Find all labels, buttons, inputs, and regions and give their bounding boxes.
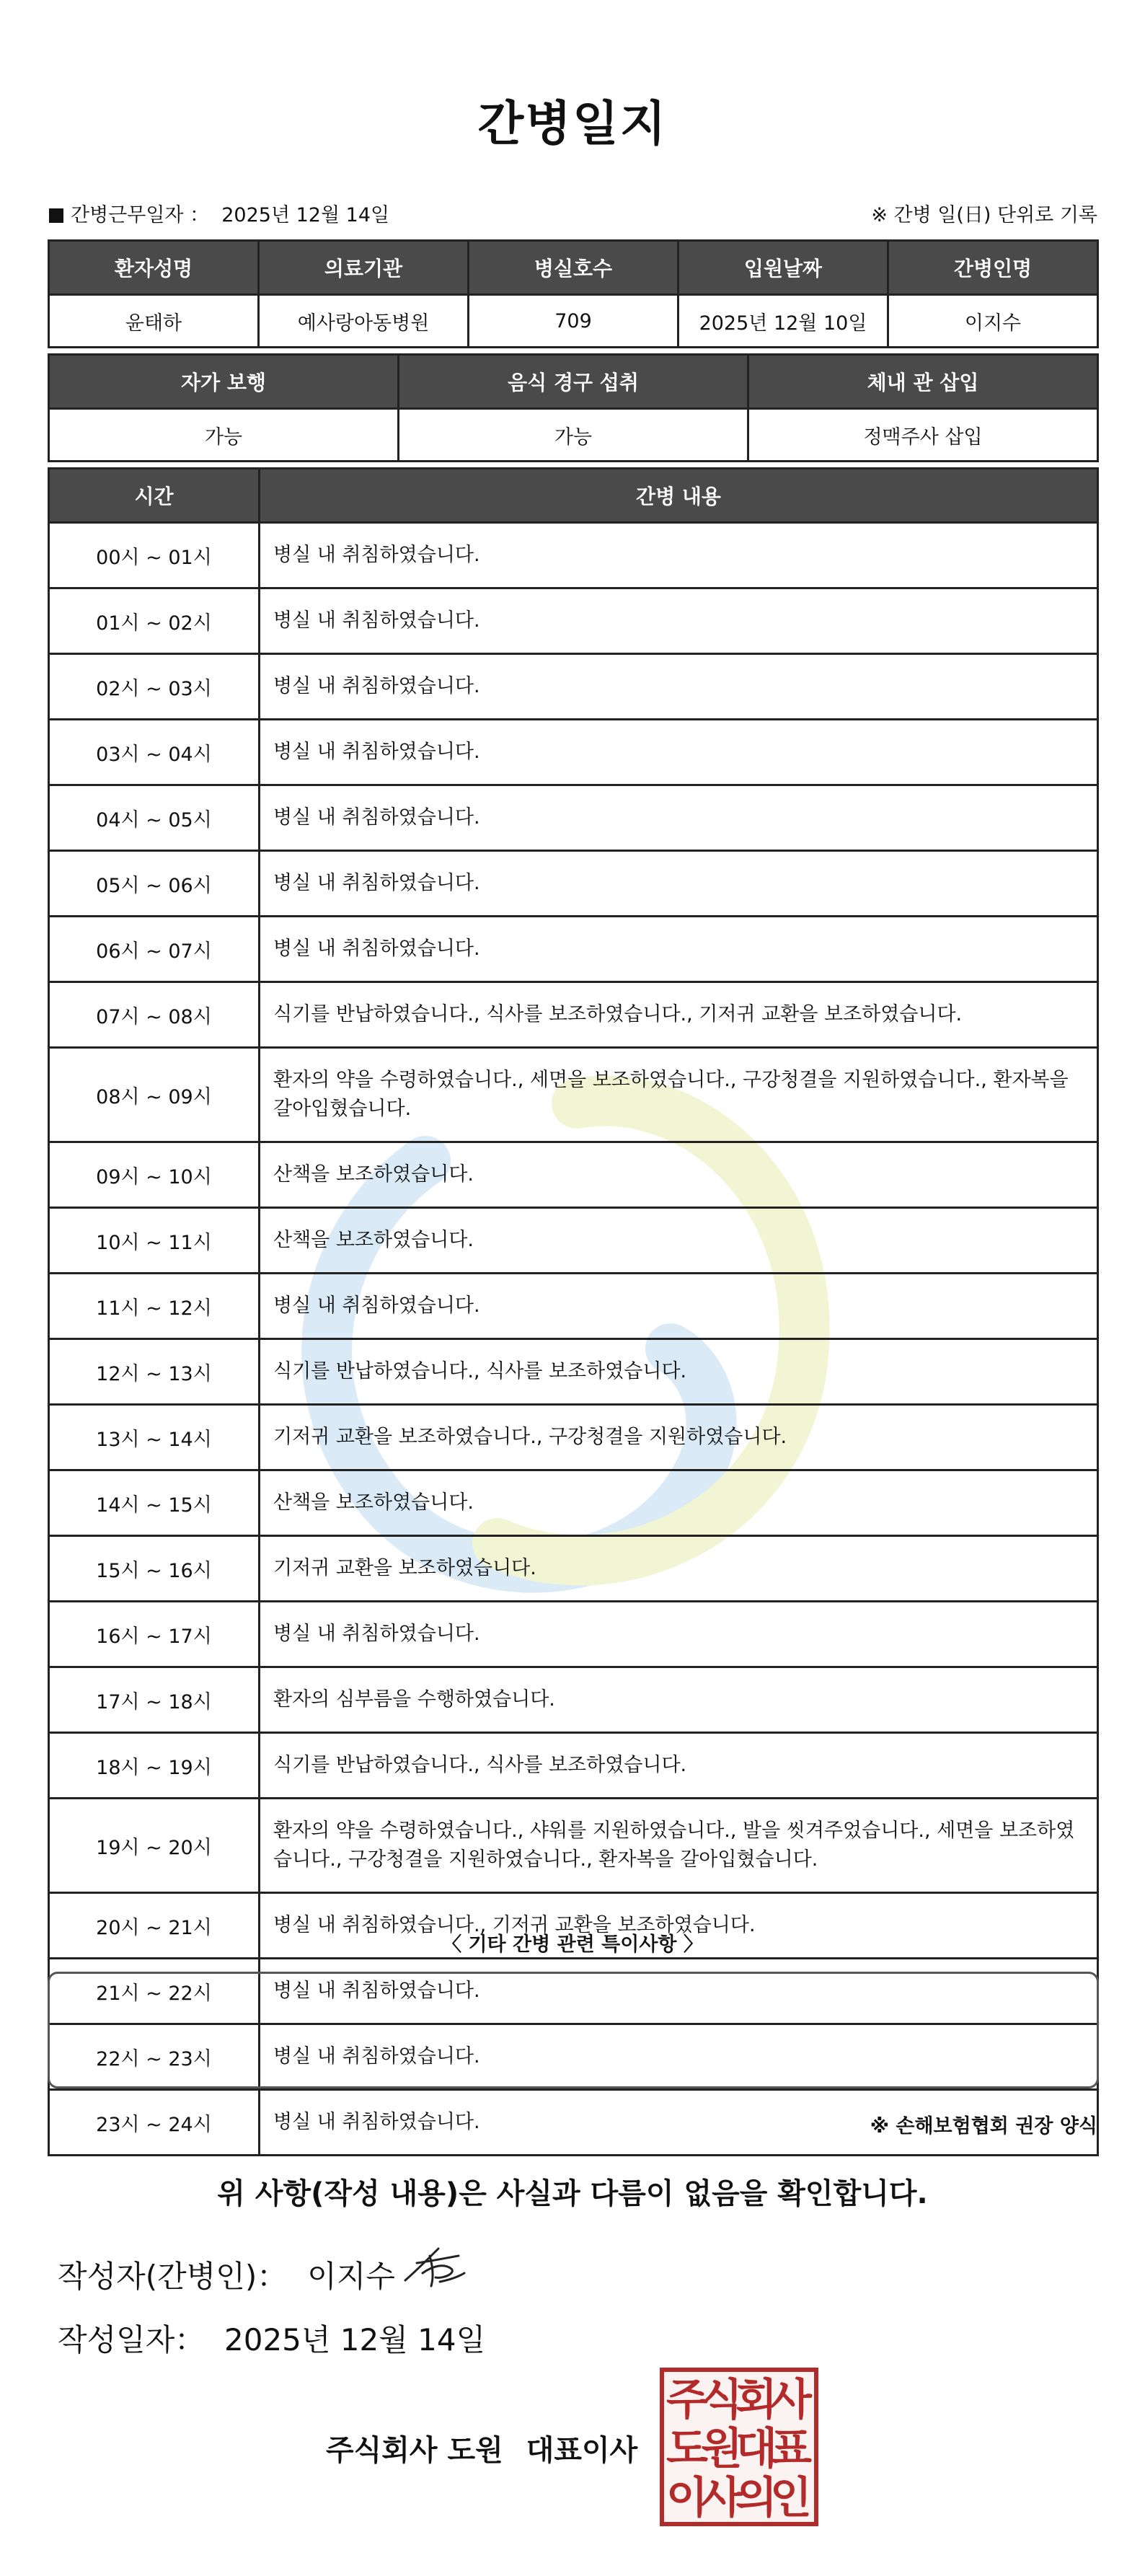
- svg-text:원: 원: [701, 2424, 743, 2474]
- care-content-cell: 병실 내 취침하였습니다.: [260, 1602, 1098, 1667]
- time-cell: 17시 ~ 18시: [49, 1667, 260, 1733]
- care-content-cell: 기저귀 교환을 보조하였습니다.: [260, 1536, 1098, 1602]
- time-cell: 20시 ~ 21시: [49, 1893, 260, 1959]
- written-date-label: 작성일자：: [58, 2322, 205, 2357]
- company-name: 주식회사 도원: [326, 2434, 503, 2467]
- writer-name: 이지수: [307, 2259, 395, 2294]
- time-cell: 18시 ~ 19시: [49, 1733, 260, 1799]
- care-content-cell: 환자의 심부름을 수행하였습니다.: [260, 1667, 1098, 1733]
- table-row: [49, 917, 1098, 982]
- care-content-cell: 기저귀 교환을 보조하였습니다., 구강청결을 지원하였습니다.: [260, 1405, 1098, 1470]
- time-cell: 01시 ~ 02시: [49, 588, 260, 654]
- time-cell: 02시 ~ 03시: [49, 654, 260, 720]
- time-cell: 12시 ~ 13시: [49, 1339, 260, 1405]
- time-cell: 11시 ~ 12시: [49, 1274, 260, 1339]
- svg-text:사: 사: [701, 2473, 743, 2523]
- header-oral-intake: 음식 경구 섭취: [399, 355, 748, 409]
- hospital-cell: 예사랑아동병원: [259, 295, 469, 348]
- time-cell: 14시 ~ 15시: [49, 1470, 260, 1536]
- table-row: [49, 523, 1098, 588]
- care-content-cell: 병실 내 취침하였습니다.: [260, 851, 1098, 917]
- time-cell: 23시 ~ 24시: [49, 2090, 260, 2156]
- room-number-cell: 709: [469, 295, 678, 348]
- table-header-row: [49, 355, 1098, 409]
- care-content-cell: 병실 내 취침하였습니다.: [260, 654, 1098, 720]
- company-line: [326, 2427, 637, 2469]
- care-content-cell: 환자의 약을 수령하였습니다., 세면을 보조하였습니다., 구강청결을 지원하였습니다., 환자복을 갈아입혔습니다.: [260, 1048, 1098, 1142]
- care-content-cell: 식기를 반납하였습니다., 식사를 보조하였습니다.: [260, 1733, 1098, 1799]
- writer-line: [58, 2253, 395, 2296]
- time-cell: 07시 ~ 08시: [49, 982, 260, 1048]
- table-row: [49, 654, 1098, 720]
- time-cell: 00시 ~ 01시: [49, 523, 260, 588]
- care-content-cell: 산책을 보조하였습니다.: [260, 1208, 1098, 1274]
- table-row: [49, 785, 1098, 851]
- care-content-cell: 병실 내 취침하였습니다.: [260, 917, 1098, 982]
- representative-title: 대표이사: [526, 2434, 638, 2467]
- table-row: [49, 588, 1098, 654]
- work-date-label: 간병근무일자 ：: [71, 204, 210, 226]
- header-caregiver-name: 간병인명: [888, 241, 1098, 295]
- header-care-content: 간병 내용: [260, 469, 1098, 523]
- table-row: [49, 851, 1098, 917]
- header-room-number: 병실호수: [469, 241, 678, 295]
- svg-text:사: 사: [770, 2375, 812, 2425]
- care-log-body: [49, 523, 1098, 2156]
- work-date-value: 2025년 12월 14일: [221, 204, 390, 226]
- svg-text:표: 표: [770, 2424, 812, 2474]
- time-cell: 05시 ~ 06시: [49, 851, 260, 917]
- time-cell: 13시 ~ 14시: [49, 1405, 260, 1470]
- care-content-cell: 식기를 반납하였습니다., 식사를 보조하였습니다.: [260, 1339, 1098, 1405]
- caregiver-name-cell: 이지수: [888, 295, 1098, 348]
- time-cell: 21시 ~ 22시: [49, 1959, 260, 2024]
- care-content-cell: 병실 내 취침하였습니다., 기저귀 교환을 보조하였습니다.: [260, 1893, 1098, 1959]
- table-row: [49, 409, 1098, 462]
- form-recommendation-note: ※ 손해보험협회 권장 양식: [870, 2115, 1097, 2138]
- table-row: [49, 295, 1098, 348]
- table-row: [49, 1602, 1098, 1667]
- time-cell: 22시 ~ 23시: [49, 2024, 260, 2090]
- care-content-cell: 식기를 반납하였습니다., 식사를 보조하였습니다., 기저귀 교환을 보조하였습니다.: [260, 982, 1098, 1048]
- time-cell: 16시 ~ 17시: [49, 1602, 260, 1667]
- self-walking-cell: 가능: [49, 409, 399, 462]
- tube-insertion-cell: 정맥주사 삽입: [748, 409, 1098, 462]
- writer-label: 작성자(간병인)：: [58, 2259, 288, 2294]
- care-content-cell: 병실 내 취침하였습니다.: [260, 523, 1098, 588]
- care-content-cell: 병실 내 취침하였습니다.: [260, 2090, 1098, 2156]
- table-row: [49, 1733, 1098, 1799]
- table-row: [49, 1667, 1098, 1733]
- time-cell: 10시 ~ 11시: [49, 1208, 260, 1274]
- care-log-table: [48, 467, 1099, 2156]
- written-date-line: [58, 2316, 485, 2360]
- patient-status-table: [48, 353, 1099, 462]
- header-admission-date: 입원날짜: [678, 241, 888, 295]
- time-cell: 03시 ~ 04시: [49, 720, 260, 785]
- document-title: 간병일지: [477, 96, 668, 151]
- header-hospital: 의료기관: [259, 241, 469, 295]
- time-cell: 15시 ~ 16시: [49, 1536, 260, 1602]
- care-content-cell: 병실 내 취침하였습니다.: [260, 785, 1098, 851]
- svg-text:회: 회: [735, 2375, 777, 2425]
- patient-name-cell: 윤태하: [49, 295, 259, 348]
- header-self-walking: 자가 보행: [49, 355, 399, 409]
- time-cell: 06시 ~ 07시: [49, 917, 260, 982]
- confirmation-statement: 위 사항(작성 내용)은 사실과 다름이 없음을 확인합니다.: [217, 2177, 928, 2210]
- care-content-cell: 병실 내 취침하였습니다.: [260, 2024, 1098, 2090]
- table-header-row: [49, 241, 1098, 295]
- unit-note: ※ 간병 일(日) 단위로 기록: [871, 204, 1097, 226]
- table-row: [49, 720, 1098, 785]
- svg-text:인: 인: [770, 2473, 812, 2523]
- time-cell: 08시 ~ 09시: [49, 1048, 260, 1142]
- care-content-cell: 병실 내 취침하였습니다.: [260, 1274, 1098, 1339]
- header-time: 시간: [49, 469, 260, 523]
- work-date-line: [49, 199, 389, 227]
- remarks-title: 〈 기타 간병 관련 특이사항 〉: [442, 1933, 703, 1956]
- svg-text:이: 이: [666, 2473, 708, 2523]
- table-row: [49, 1470, 1098, 1536]
- company-seal-icon: [659, 2367, 819, 2527]
- svg-text:의: 의: [735, 2473, 777, 2523]
- care-content-cell: 병실 내 취침하였습니다.: [260, 720, 1098, 785]
- care-content-cell: 병실 내 취침하였습니다.: [260, 1959, 1098, 2024]
- written-date-value: 2025년 12월 14일: [224, 2322, 486, 2357]
- time-cell: 04시 ~ 05시: [49, 785, 260, 851]
- table-header-row: [49, 469, 1098, 523]
- oral-intake-cell: 가능: [399, 409, 748, 462]
- header-patient-name: 환자성명: [49, 241, 259, 295]
- care-content-cell: 환자의 약을 수령하였습니다., 샤워를 지원하였습니다., 발을 씻겨주었습니다., 세면을 보조하였습니다., 구강청결을 지원하였습니다., 환자복을 갈아입혔습니다.: [260, 1799, 1098, 1893]
- care-content-cell: 산책을 보조하였습니다.: [260, 1470, 1098, 1536]
- table-row: [49, 1142, 1098, 1208]
- svg-text:식: 식: [701, 2375, 743, 2425]
- svg-text:도: 도: [666, 2424, 708, 2474]
- table-row: [49, 1048, 1098, 1142]
- table-row: [49, 1799, 1098, 1893]
- header-tube-insertion: 체내 관 삽입: [748, 355, 1098, 409]
- remarks-box: [48, 1972, 1099, 2088]
- signature-icon: [401, 2241, 467, 2292]
- patient-info-table: [48, 239, 1099, 348]
- square-bullet-icon: [49, 208, 63, 223]
- table-row: [49, 982, 1098, 1048]
- table-row: [49, 1274, 1098, 1339]
- time-cell: 09시 ~ 10시: [49, 1142, 260, 1208]
- time-cell: 19시 ~ 20시: [49, 1799, 260, 1893]
- admission-date-cell: 2025년 12월 10일: [678, 295, 888, 348]
- table-row: [49, 1536, 1098, 1602]
- care-content-cell: 병실 내 취침하였습니다.: [260, 588, 1098, 654]
- table-row: [49, 1208, 1098, 1274]
- svg-text:주: 주: [666, 2375, 708, 2425]
- svg-text:대: 대: [735, 2424, 777, 2474]
- table-row: [49, 1405, 1098, 1470]
- care-content-cell: 산책을 보조하였습니다.: [260, 1142, 1098, 1208]
- table-row: [49, 1339, 1098, 1405]
